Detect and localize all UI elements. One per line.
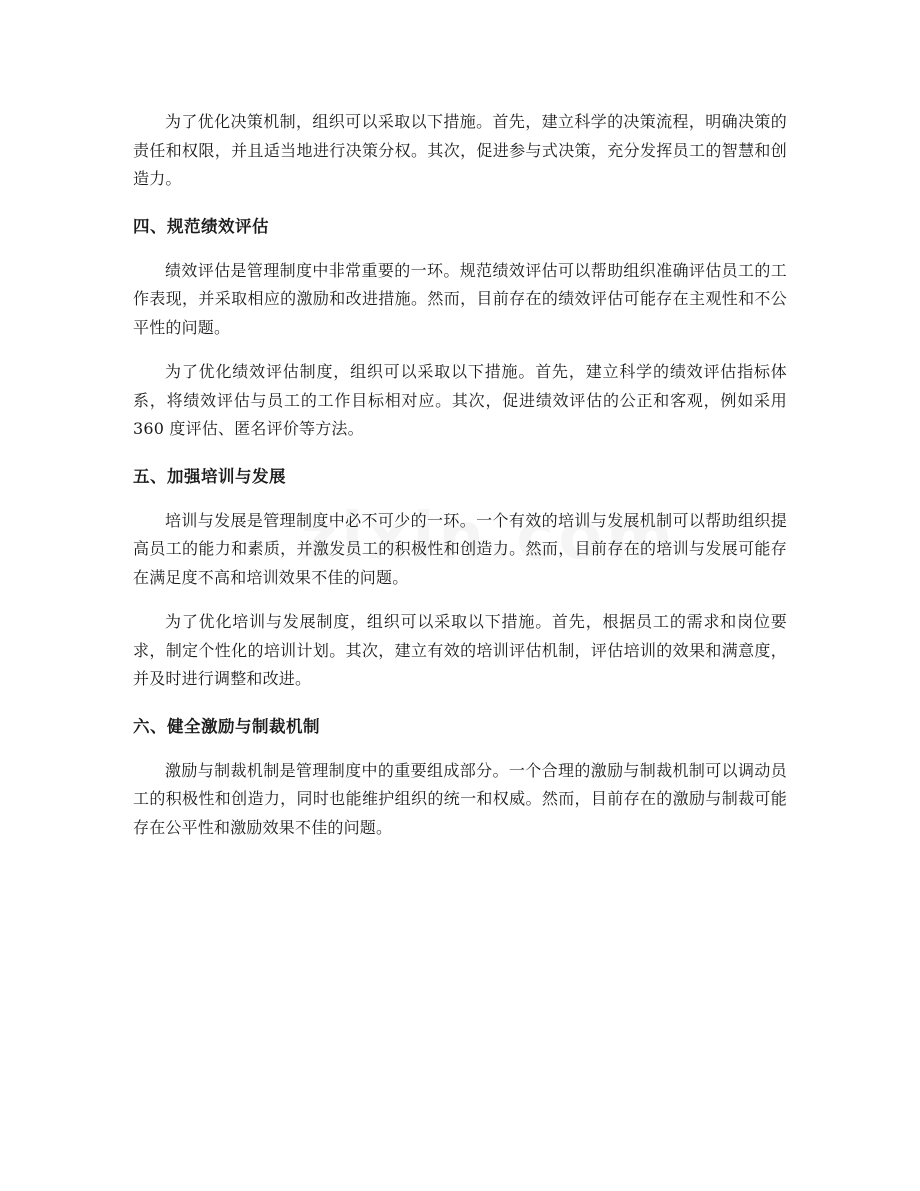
- heading-incentive-sanction: 六、健全激励与制裁机制: [133, 716, 320, 736]
- heading-training-development: 五、加强培训与发展: [133, 466, 286, 486]
- paragraph-incentive-intro: 激励与制裁机制是管理制度中的重要组成部分。一个合理的激励与制裁机制可以调动员工的积极性和创造力，同时也能维护组织的统一和权威。然而，目前存在的激励与制裁可能存在公平性和激励效果不佳的问题。: [133, 760, 787, 837]
- paragraph-performance-measures: 为了优化绩效评估制度，组织可以采取以下措施。首先，建立科学的绩效评估指标体系，将绩效评估与员工的工作目标相对应。其次，促进绩效评估的公正和客观，例如采用 360 度评估、匿名评价等方法。: [133, 362, 787, 438]
- document-body: [133, 108, 787, 842]
- heading-performance-evaluation: 四、规范绩效评估: [133, 216, 269, 236]
- paragraph-decision-measures: 为了优化决策机制，组织可以采取以下措施。首先，建立科学的决策流程，明确决策的责任和权限，并且适当地进行决策分权。其次，促进参与式决策，充分发挥员工的智慧和创造力。: [133, 112, 787, 188]
- paragraph-performance-intro: 绩效评估是管理制度中非常重要的一环。规范绩效评估可以帮助组织准确评估员工的工作表现，并采取相应的激励和改进措施。然而，目前存在的绩效评估可能存在主观性和不公平性的问题。: [133, 260, 787, 337]
- paragraph-training-intro: 培训与发展是管理制度中必不可少的一环。一个有效的培训与发展机制可以帮助组织提高员工的能力和素质，并激发员工的积极性和创造力。然而，目前存在的培训与发展可能存在满足度不高和培训效果不佳的问题。: [133, 510, 787, 587]
- paragraph-training-measures: 为了优化培训与发展制度，组织可以采取以下措施。首先，根据员工的需求和岗位要求，制定个性化的培训计划。其次，建立有效的培训评估机制，评估培训的效果和满意度，并及时进行调整和改进。: [133, 612, 787, 688]
